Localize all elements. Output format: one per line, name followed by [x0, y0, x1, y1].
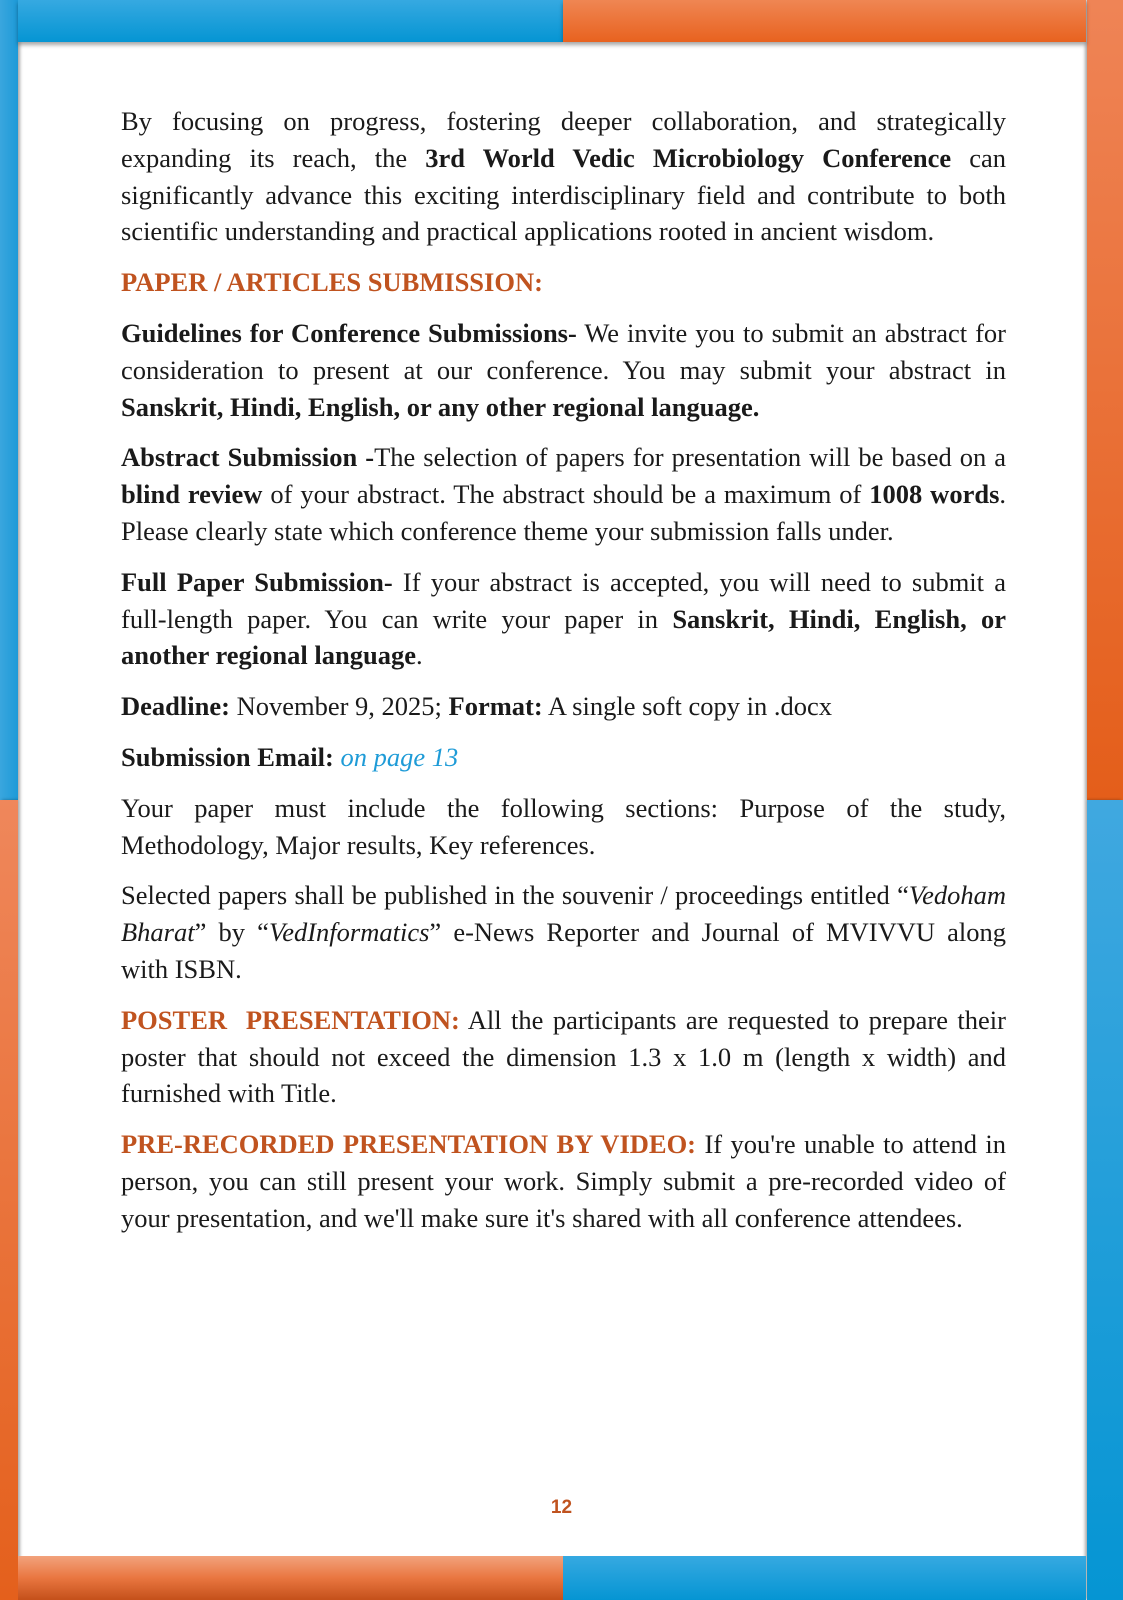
guidelines-label: Guidelines for Conference Submissions-	[121, 317, 577, 348]
frame-bottom-blue-bar	[563, 1556, 1086, 1600]
frame-right-blue-bar	[1087, 800, 1123, 1600]
poster-paragraph: POSTER PRESENTATION: All the participants are requested to prepare their poster that should not exceed the dimension 1.3 x 1.0 m (length x width) and furnished with Title.	[121, 1004, 1006, 1109]
frame-left-orange-bar	[0, 800, 18, 1600]
format-label: Format:	[448, 691, 543, 722]
frame-top-orange-bar	[563, 0, 1086, 42]
souvenir-title: Vedoham Bharat	[121, 880, 1006, 948]
poster-heading: POSTER PRESENTATION:	[121, 1004, 460, 1035]
conference-name: 3rd World Vedic Microbiology Conference	[425, 142, 952, 173]
abstract-label: Abstract Submission -	[121, 442, 375, 473]
guidelines-paragraph: Guidelines for Conference Submissions- We invite you to submit an abstract for consideration to present at our conference. You may submit your abstract in Sanskrit, Hindi, English, or any other regional language.	[121, 317, 1006, 422]
deadline-line	[121, 688, 1006, 725]
frame-right-orange-bar	[1087, 0, 1123, 800]
guidelines-languages: Sanskrit, Hindi, English, or any other regional language.	[121, 391, 760, 422]
abstract-paragraph: Abstract Submission -The selection of papers for presentation will be based on a blind review of your abstract. The abstract should be a maximum of 1008 words. Please clearly state which conference theme your submission falls under.	[121, 442, 1007, 546]
deadline-value: November 9, 2025;	[229, 691, 449, 722]
video-heading: PRE-RECORDED PRESENTATION BY VIDEO:	[121, 1129, 697, 1160]
deadline-label: Deadline:	[121, 691, 230, 722]
sections-paragraph: Your paper must include the following sections: Purpose of the study, Methodology, Major results, Key references.	[121, 792, 1006, 860]
email-label: Submission Email:	[121, 741, 334, 772]
publisher-name: VedInformatics	[268, 917, 430, 948]
video-paragraph: PRE-RECORDED PRESENTATION BY VIDEO: If you're unable to attend in person, you can still present your work. Simply submit a pre-recorded video of your presentation, and we'll make sure it's shared with all conference attendees.	[121, 1129, 1007, 1233]
page-content	[121, 103, 1006, 1251]
full-paper-paragraph: Full Paper Submission- If your abstract is accepted, you will need to submit a full-length paper. You can write your paper in Sanskrit, Hindi, English, or another regional language.	[121, 566, 1006, 671]
submission-heading: PAPER / ARTICLES SUBMISSION:	[121, 267, 543, 298]
word-limit: 1008 words	[869, 479, 1000, 510]
frame-top-blue-bar	[18, 0, 563, 42]
frame-left-blue-bar	[0, 0, 18, 800]
frame-bottom-orange-bar	[18, 1556, 563, 1600]
email-line	[121, 739, 1006, 776]
publication-paragraph: Selected papers shall be published in the souvenir / proceedings entitled “Vedoham Bharat” by “VedInformatics” e-News Reporter and Journal of MVIVVU along with ISBN.	[121, 880, 1006, 984]
email-page-link[interactable]: on page 13	[340, 741, 459, 772]
page-number: 12	[550, 1497, 573, 1518]
format-value: A single soft copy in .docx	[542, 691, 832, 722]
intro-paragraph: By focusing on progress, fostering deeper collaboration, and strategically expanding its reach, the 3rd World Vedic Microbiology Conference can significantly advance this exciting interdisciplinary field and contribute to both scientific understanding and practical applications rooted in ancient wisdom.	[121, 106, 1006, 247]
full-paper-label: Full Paper Submission-	[121, 566, 393, 597]
